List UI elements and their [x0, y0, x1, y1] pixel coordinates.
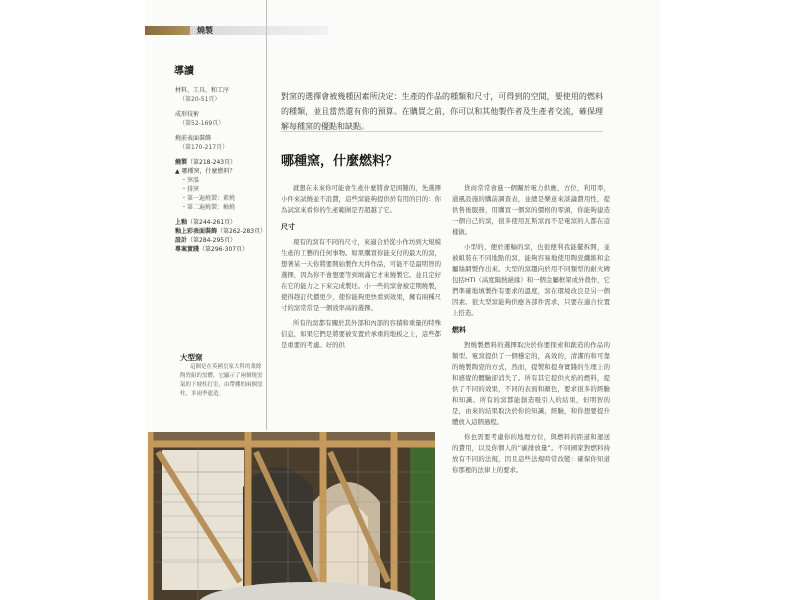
- toc-pages: （第52-169頁）: [179, 120, 225, 127]
- toc-subitem: ・第二遍燒製：釉燒: [181, 204, 236, 211]
- toc-subitem: ・排窯: [181, 186, 200, 193]
- kiln-photo-illustration: [148, 432, 435, 600]
- paragraph: 小型的，便於運輸的窯，也很便利我能擺拆開，並被組裝在不同地點的窯，能夠容易地使用陶瓷纖維和金屬絲網製作出來。大型的窯趨向於用不同類型的耐火磚包括HTI（高度隔熱絕緣）和一個金屬框架或外殼作，它們準確地填製作有要求的溫度，窯在環境改良是另一個因素。很大型窯能夠供應各部件需求，只要在適合位置上搭造。: [452, 243, 610, 317]
- caption-title: 大型窯: [180, 353, 203, 362]
- toc-title: 導讀: [174, 66, 194, 77]
- chapter-tag: 燒製: [197, 26, 213, 35]
- toc-list: [175, 86, 267, 254]
- divider-rule: [281, 131, 603, 132]
- toc-pages: （第20-51頁）: [179, 96, 221, 103]
- paragraph: 就想在未來你可能會生產什麼將會是困難的，先選擇小件來試燒並不浪費，這些窯能夠提供於有用的目的：你為試窯來看你的生產範圍是否超越了它。: [281, 184, 441, 214]
- toc-subitem: ・第一遍燒製：素燒: [181, 195, 236, 202]
- toc-entry: 燒前表面裝飾: [175, 135, 212, 142]
- paragraph: 所有的窯都有關於其外部和內部的容積和重量的特殊信息，如果它們是將要被安置於承重的地板之上，這些都是重要的考慮。好的供: [281, 319, 441, 349]
- toc-entry: 上釉（第244-261頁）: [175, 219, 237, 226]
- toc-entry: 釉上彩表面裝飾（第262-283頁）: [175, 228, 267, 235]
- toc-subitem: ・窯溫: [181, 177, 200, 184]
- toc-entry: 成形技術: [175, 111, 200, 118]
- caption-text: 這個是在英國皇家大科的業餘陶瓷組的窯體，它顯示了兩個燒窯氣的下坡柱打室，由帶棚的兩個窯柱，多雨季遮造。: [180, 364, 263, 397]
- toc-pages: （第170-217頁）: [179, 144, 229, 151]
- text-column-left: [281, 183, 441, 355]
- section-title: 哪種窯，什麼燃料？: [281, 154, 399, 169]
- toc-entry-current-chapter: 燒製（第218-243頁）: [175, 159, 237, 166]
- paragraph: 貨商常常會進一個關於電力供應，方位，利用率，通風設施的購前調查表，並總是樂意來談論費用性，提供售後服務，用購買一個窯的價格的零頭，你能夠建造一個自己的窯，很多使用瓦斯窯而不是電窯的人都在這樣做。: [452, 184, 610, 236]
- kiln-photo: [148, 432, 435, 600]
- toc-entry: 設計（第284-295頁）: [175, 237, 237, 244]
- subheading-fuel: 燃料: [452, 326, 466, 334]
- subheading-size: 尺寸: [281, 223, 295, 231]
- toc-entry: 材料、工具、和工序: [175, 87, 230, 94]
- toc-entry: 專案實踐（第296-307頁）: [175, 246, 249, 253]
- text-column-right: [452, 183, 610, 480]
- toc-current-section: ▲ 哪種窯，什麼燃料？: [175, 168, 236, 175]
- paragraph: 現有的窯有不同的尺寸，來適合於從小作坊到大規模生產的工藝的任何事物。如果購買你能支付的最大的窯，想著某一天你將要開始製作大件作品，可能不是最明智的選擇，因為你不會想要等到填滿它才來燒製它。並且定好在它的能力之下來完成製坯。小一些的窯會被定期燒製，使得趕訂代價更少，使你能夠更快看到效果，擁有兩種尺寸的窯常常是一個效率高的選擇。: [281, 238, 441, 312]
- intro-paragraph: 對窯的選擇會被幾種因素所決定：生產的作品的種類和尺寸，可得到的空間，要使用的燃料的種類，並且當然還有你的預算。在購買之前，你可以和其他製作者及生產者交流，確保理解每種窯的優點和缺點。: [281, 92, 603, 131]
- paragraph: 你也需要考慮你的地理方位，與燃料的距道和運送的費用，以及你個人的“碳排放量”。不同國家對燃料持放有不同的法規，因且這些法規時常改變：確保你知道你那裡的法律上的要求。: [452, 433, 610, 474]
- paragraph: 對燒製燃料的選擇取決於你要探索和創造的作品的類型。電窯提供了一個穩定的，高效的，清潔的和可靠的燒製陶瓷的方式，然而，提製和提身實踐的生理上的和感覺的體驗卻消失了。所有其它提供火焰的燃料，提供了不同的效果，不同的表面和顏色，要求很多的經驗和知識。所有的窯都能創造吸引人的結果，但明智的是，由來的結果取決於你的知識，經驗，和你想要提升體放入這個過程。: [452, 341, 610, 426]
